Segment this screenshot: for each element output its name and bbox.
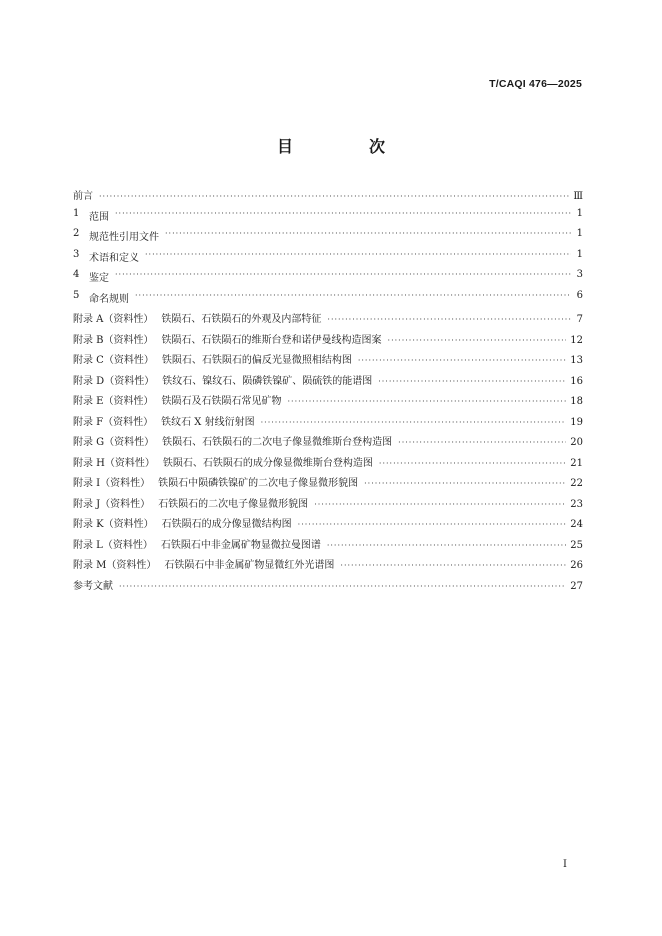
toc-entry-leader-dots xyxy=(364,479,566,488)
toc-entry[interactable] xyxy=(73,208,583,229)
toc-entry-title: 术语和定义 xyxy=(89,252,139,264)
toc-entry-spacer xyxy=(155,454,163,469)
toc-entry-title: 铁陨石、石铁陨石的二次电子像显微维斯台登构造图 xyxy=(162,437,393,448)
toc-entry-number: 3 xyxy=(73,248,80,260)
toc-entry-label xyxy=(73,290,129,305)
toc-entry-label xyxy=(73,187,93,202)
toc-entry-spacer xyxy=(154,515,162,530)
toc-entry-page: 6 xyxy=(576,289,583,301)
toc-entry[interactable] xyxy=(73,495,583,516)
toc-entry-page: 19 xyxy=(570,416,583,428)
toc-entry[interactable] xyxy=(73,351,583,372)
toc-entry-leader-dots xyxy=(298,520,567,529)
toc-entry-leader-dots xyxy=(145,250,571,259)
toc-entry-leader-dots xyxy=(119,582,566,591)
toc-entry-appendix-label: 附录 M（资料性） xyxy=(73,560,157,571)
toc-entry-label xyxy=(73,433,392,448)
toc-entry-appendix-label: 附录 F（资料性） xyxy=(73,416,154,428)
toc-entry-page: 18 xyxy=(570,396,583,407)
toc-entry-number: 2 xyxy=(73,228,80,239)
toc-entry-page: Ⅲ xyxy=(573,191,583,202)
toc-entry[interactable] xyxy=(73,413,583,434)
toc-entry-page: 13 xyxy=(570,355,583,366)
toc-entry-leader-dots xyxy=(261,418,567,427)
toc-entry-leader-dots xyxy=(314,500,566,509)
toc-entry-appendix-label: 附录 H（资料性） xyxy=(73,457,155,469)
toc-entry-leader-dots xyxy=(99,192,569,201)
toc-entry-leader-dots xyxy=(379,459,566,468)
toc-entry-title: 铁陨石、石铁陨石的成分像显微维斯台登构造图 xyxy=(162,457,373,469)
toc-entry-title: 铁陨石及石铁陨石常见矿物 xyxy=(161,396,282,407)
toc-entry[interactable] xyxy=(73,536,583,557)
toc-entry-page: 7 xyxy=(576,314,583,325)
toc-entry-page: 12 xyxy=(570,334,583,346)
toc-entry-label xyxy=(73,536,321,551)
toc-entry-page: 16 xyxy=(570,375,583,387)
toc-entry-number: 5 xyxy=(73,289,80,301)
document-code: T/CAQI 476—2025 xyxy=(489,78,582,90)
toc-entry-appendix-label: 附录 A（资料性） xyxy=(73,314,154,325)
toc-entry[interactable] xyxy=(73,269,583,290)
toc-entry-page: 24 xyxy=(570,519,583,530)
toc-entry-page: 1 xyxy=(576,248,583,260)
toc-entry-title: 铁陨石、石铁陨石的偏反光显微照相结构图 xyxy=(161,355,352,366)
toc-entry-leader-dots xyxy=(115,209,571,218)
toc-entry-spacer xyxy=(154,331,162,346)
toc-entry-leader-dots xyxy=(340,561,566,570)
toc-entry-title: 铁陨石、石铁陨石的维斯台登和诺伊曼线构造图案 xyxy=(161,334,382,346)
toc-entry-page: 22 xyxy=(570,478,583,489)
toc-entry[interactable] xyxy=(73,331,583,352)
toc-entry[interactable] xyxy=(73,474,583,495)
toc-entry[interactable] xyxy=(73,556,583,577)
toc-entry-label xyxy=(73,351,352,366)
toc-entry-label xyxy=(73,556,334,571)
toc-entry-spacer xyxy=(153,392,161,407)
toc-entry-spacer xyxy=(154,351,162,366)
toc-list xyxy=(73,187,583,597)
toc-entry-spacer xyxy=(154,433,162,448)
toc-entry-label xyxy=(73,269,109,284)
toc-entry[interactable] xyxy=(73,433,583,454)
toc-entry-page: 25 xyxy=(570,539,583,551)
toc-entry-spacer xyxy=(156,556,164,571)
toc-entry[interactable] xyxy=(73,392,583,413)
toc-entry[interactable] xyxy=(73,515,583,536)
toc-entry-page: 21 xyxy=(570,457,583,469)
toc-entry-leader-dots xyxy=(388,336,567,345)
toc-entry[interactable] xyxy=(73,577,583,598)
toc-entry-page: 27 xyxy=(570,580,583,592)
toc-entry-leader-dots xyxy=(327,541,566,550)
toc-entry-title: 参考文献 xyxy=(73,580,113,592)
toc-entry-leader-dots xyxy=(327,315,571,324)
toc-entry-title: 鉴定 xyxy=(89,273,109,284)
toc-entry[interactable] xyxy=(73,249,583,270)
toc-entry-label xyxy=(73,413,255,428)
toc-entry-page: 3 xyxy=(576,269,583,280)
toc-entry[interactable] xyxy=(73,454,583,475)
toc-entry-title: 铁纹石 X 射线衍射图 xyxy=(161,416,255,428)
toc-entry-title: 铁陨石、石铁陨石的外观及内部特征 xyxy=(161,314,322,325)
toc-entry-leader-dots xyxy=(398,438,566,447)
toc-entry-page: 26 xyxy=(570,560,583,571)
toc-entry-page: 1 xyxy=(576,207,583,219)
toc-entry-appendix-label: 附录 I（资料性） xyxy=(73,478,151,489)
toc-entry-spacer xyxy=(153,536,161,551)
toc-entry-spacer xyxy=(154,372,162,387)
toc-entry-number: 4 xyxy=(73,269,80,280)
toc-entry-label xyxy=(73,474,358,489)
toc-entry-appendix-label: 附录 K（资料性） xyxy=(73,519,154,530)
toc-entry-spacer xyxy=(150,474,158,489)
toc-entry-title: 范围 xyxy=(89,211,109,223)
toc-entry-spacer xyxy=(153,413,161,428)
toc-entry-label xyxy=(73,228,159,243)
toc-entry-leader-dots xyxy=(358,356,566,365)
toc-entry-appendix-label: 附录 E（资料性） xyxy=(73,396,154,407)
toc-entry-title: 前言 xyxy=(73,191,93,202)
toc-entry-label xyxy=(73,392,281,407)
toc-entry[interactable] xyxy=(73,290,583,311)
toc-entry-label xyxy=(73,454,373,469)
toc-entry-appendix-label: 附录 C（资料性） xyxy=(73,355,154,366)
toc-entry-label xyxy=(73,515,292,530)
toc-entry-title: 规范性引用文件 xyxy=(89,232,159,243)
toc-entry[interactable] xyxy=(73,310,583,331)
toc-entry-leader-dots xyxy=(378,377,566,386)
toc-entry-leader-dots xyxy=(115,270,571,279)
toc-entry-title: 命名规则 xyxy=(89,293,129,305)
toc-entry-title: 铁陨石中陨磷铁镍矿的二次电子像显微形貌图 xyxy=(158,478,359,489)
toc-entry-leader-dots xyxy=(135,291,571,300)
page-number: I xyxy=(563,859,567,870)
toc-entry-appendix-label: 附录 J（资料性） xyxy=(73,498,151,510)
toc-entry-page: 23 xyxy=(570,498,583,510)
toc-entry-spacer xyxy=(153,310,161,325)
toc-entry-appendix-label: 附录 B（资料性） xyxy=(73,334,154,346)
toc-entry-label xyxy=(73,310,321,325)
toc-entry-label xyxy=(73,331,382,346)
toc-entry-leader-dots xyxy=(287,397,566,406)
toc-entry-label xyxy=(73,495,308,510)
toc-entry-title: 石铁陨石的成分像显微结构图 xyxy=(161,519,292,530)
toc-entry-label xyxy=(73,372,372,387)
toc-entry-title: 石铁陨石的二次电子像显微形貌图 xyxy=(158,498,309,510)
toc-entry-appendix-label: 附录 L（资料性） xyxy=(73,539,153,551)
toc-entry[interactable] xyxy=(73,372,583,393)
toc-entry-label xyxy=(73,249,139,264)
toc-entry-page: 20 xyxy=(570,437,583,448)
toc-entry-title: 石铁陨石中非金属矿物显微拉曼图谱 xyxy=(160,539,321,551)
toc-entry-title: 石铁陨石中非金属矿物显微红外光谱图 xyxy=(164,560,335,571)
toc-entry-leader-dots xyxy=(165,229,571,238)
toc-entry-spacer xyxy=(150,495,158,510)
toc-entry-page: 1 xyxy=(576,228,583,239)
toc-entry-number: 1 xyxy=(73,207,80,219)
toc-entry[interactable] xyxy=(73,228,583,249)
toc-entry-appendix-label: 附录 G（资料性） xyxy=(73,437,155,448)
toc-entry-appendix-label: 附录 D（资料性） xyxy=(73,375,155,387)
toc-title: 目 次 xyxy=(276,137,415,156)
toc-entry-label xyxy=(73,208,109,223)
toc-entry-label xyxy=(73,577,113,592)
toc-entry-title: 铁纹石、镍纹石、陨磷铁镍矿、陨硫铁的能谱图 xyxy=(162,375,373,387)
toc-entry[interactable] xyxy=(73,187,583,208)
